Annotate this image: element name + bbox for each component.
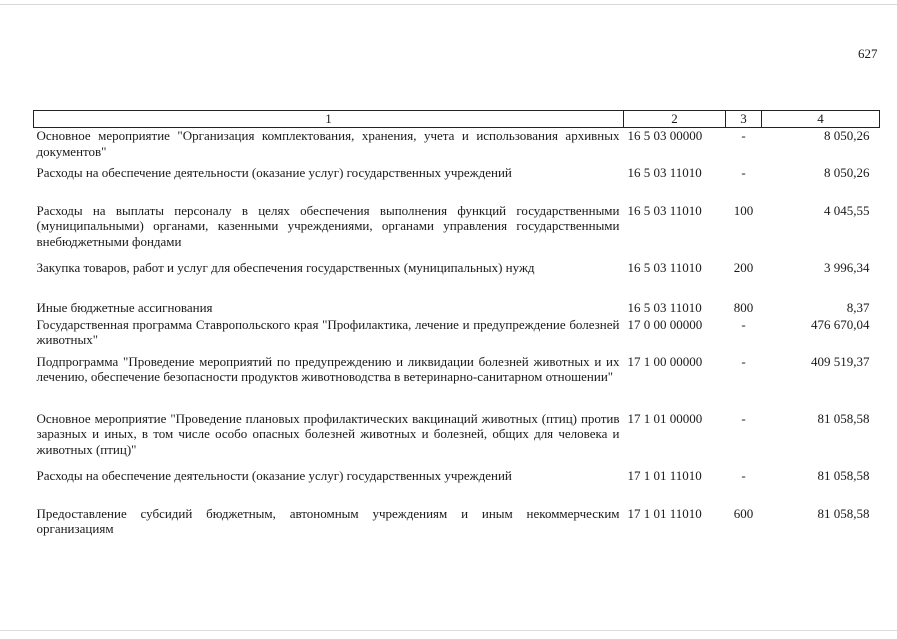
- row-amount: 8 050,26: [824, 164, 870, 180]
- row-name: Предоставление субсидий бюджетным, автономным учреждениям и иным некоммерческим организациям: [36, 505, 620, 536]
- row-expense-type: 200: [733, 259, 754, 275]
- table-row: [34, 354, 880, 411]
- row-code: 16 5 03 11010: [627, 299, 702, 315]
- row-name: Государственная программа Ставропольского края "Профилактика, лечение и предупреждение болезней животных": [36, 316, 620, 347]
- row-code: 16 5 03 11010: [627, 259, 702, 275]
- row-amount: 81 058,58: [817, 410, 870, 426]
- row-expense-type: -: [741, 410, 746, 426]
- table-row: [34, 203, 880, 260]
- row-expense-type: -: [741, 128, 746, 143]
- row-expense-type: 100: [733, 202, 754, 218]
- row-amount: 8 050,26: [824, 128, 870, 143]
- row-amount: 81 058,58: [817, 467, 870, 483]
- row-name: Иные бюджетные ассигнования: [36, 299, 213, 315]
- row-expense-type: 800: [733, 299, 754, 315]
- budget-table: [33, 110, 880, 542]
- column-header: 1: [34, 111, 624, 128]
- table-row: [34, 468, 880, 506]
- row-amount: 4 045,55: [824, 202, 870, 218]
- table-header-row: [34, 111, 880, 128]
- row-code: 16 5 03 11010: [627, 164, 702, 180]
- row-name: Расходы на обеспечение деятельности (оказание услуг) государственных учреждений: [36, 467, 512, 483]
- row-name: Закупка товаров, работ и услуг для обеспечения государственных (муниципальных) нужд: [36, 259, 535, 275]
- table-row: [34, 128, 880, 165]
- row-amount: 476 670,04: [811, 316, 870, 332]
- table-row: [34, 300, 880, 317]
- scan-edge-top: [0, 4, 897, 5]
- row-expense-type: -: [741, 353, 746, 369]
- row-amount: 81 058,58: [817, 505, 870, 521]
- table-row: [34, 411, 880, 468]
- row-amount: 409 519,37: [811, 353, 870, 369]
- row-code: 17 1 01 11010: [627, 505, 702, 521]
- row-name: Расходы на выплаты персоналу в целях обеспечения выполнения функций государственными (муниципальными) органами, казенными учреждениями, органами управления государственными внебюджетными фондами: [36, 202, 620, 249]
- column-header: 2: [624, 111, 726, 128]
- row-name: Подпрограмма "Проведение мероприятий по предупреждению и ликвидации болезней животных и их лечению, обеспечение безопасности продуктов животноводства в ветеринарно-санитарном отношении": [36, 353, 620, 384]
- table-row: [34, 506, 880, 542]
- row-expense-type: 600: [733, 505, 754, 521]
- row-expense-type: -: [741, 467, 746, 483]
- row-expense-type: -: [741, 316, 746, 332]
- column-header: 4: [762, 111, 880, 128]
- row-expense-type: -: [741, 164, 746, 180]
- row-name: Расходы на обеспечение деятельности (оказание услуг) государственных учреждений: [36, 164, 512, 180]
- row-amount: 8,37: [846, 299, 870, 315]
- column-header: 3: [726, 111, 762, 128]
- scan-edge-bottom: [0, 630, 897, 631]
- row-name: Основное мероприятие "Проведение плановых профилактических вакцинаций животных (птиц) против заразных и иных, в том числе особо опасных болезней животных и болезней, общих для человека и животных (птиц)": [36, 410, 620, 457]
- row-amount: 3 996,34: [824, 259, 870, 275]
- table-row: [34, 260, 880, 300]
- row-name: Основное мероприятие "Организация комплектования, хранения, учета и использования архивных документов": [36, 128, 620, 159]
- row-code: 17 1 00 00000: [627, 353, 703, 369]
- row-code: 17 0 00 00000: [627, 316, 703, 332]
- row-code: 17 1 01 00000: [627, 410, 703, 426]
- row-code: 16 5 03 00000: [627, 128, 703, 143]
- page-number: 627: [858, 46, 878, 61]
- table-row: [34, 317, 880, 354]
- row-code: 16 5 03 11010: [627, 202, 702, 218]
- row-code: 17 1 01 11010: [627, 467, 702, 483]
- table-row: [34, 165, 880, 203]
